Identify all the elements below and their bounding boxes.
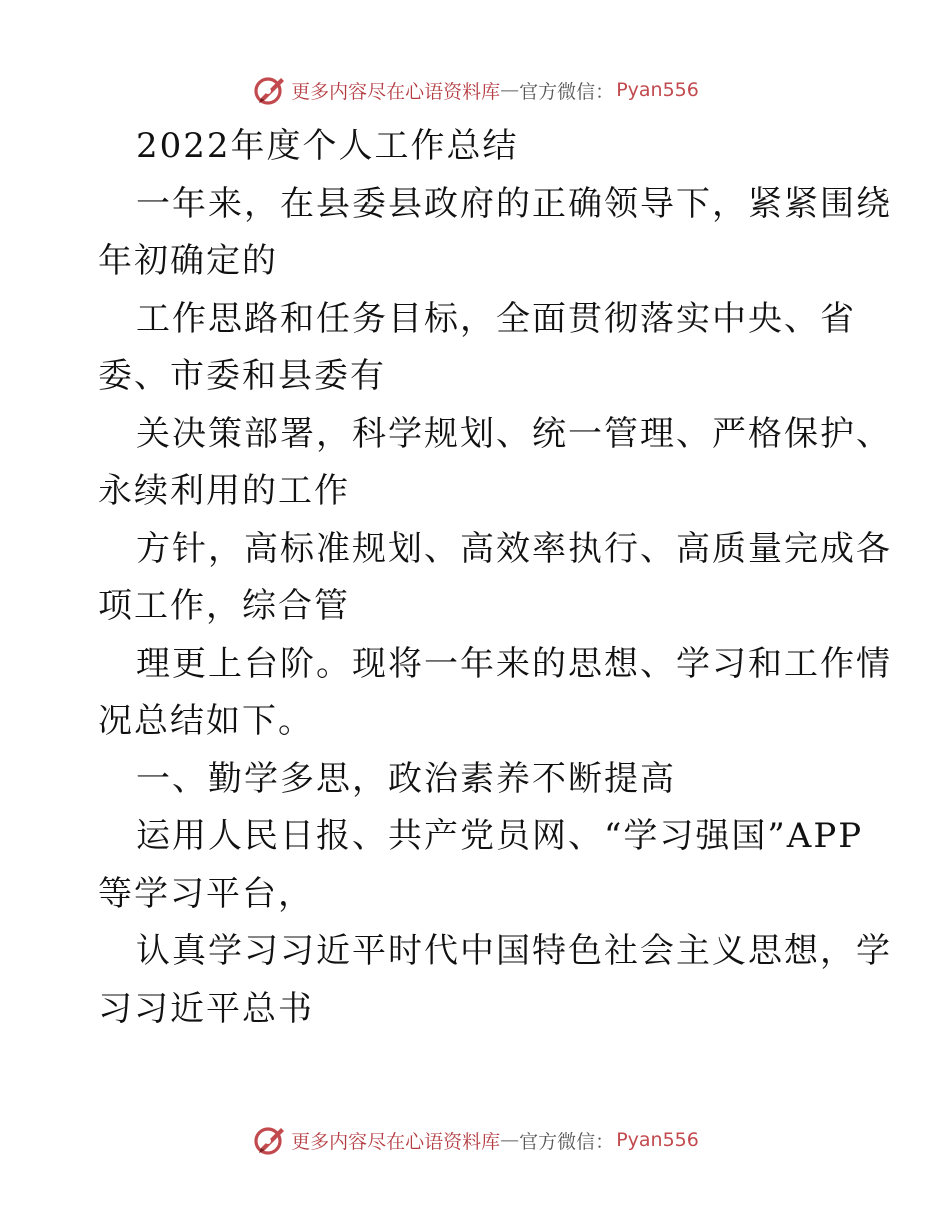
header-watermark-banner [0,70,950,110]
paragraph-line: 方针，高标准规划、高效率执行、高质量完成各 [136,528,892,569]
quill-pen-logo-icon [251,1122,287,1158]
banner-dash: — [500,1129,520,1151]
paragraph-line: 委、市委和县委有 [98,356,386,396]
paragraph-line: 项工作，综合管 [98,586,350,626]
paragraph-line: 况总结如下。 [98,701,314,741]
banner-wechat-label: 官方微信： [519,1130,615,1153]
paragraph-line: 年初确定的 [98,241,278,281]
document-title: 2022年度个人工作总结 [136,126,519,166]
paragraph-line: 习习近平总书 [98,988,314,1029]
paragraph-line: 运用人民日报、共产党员网、“学习强国”APP [136,816,864,856]
paragraph-line: 认真学习习近平时代中国特色社会主义思想，学 [136,931,892,971]
paragraph-line: 关决策部署，科学规划、统一管理、严格保护、 [136,413,892,454]
paragraph-line: 一年来，在县委县政府的正确领导下，紧紧围绕 [136,183,892,224]
paragraph-line: 理更上台阶。现将一年来的思想、学习和工作情 [136,643,892,684]
document-body [98,118,892,1038]
banner-brand-text: 更多内容尽在心语资料库 [291,1130,501,1153]
banner-wechat-label: 官方微信： [519,80,615,103]
banner-wechat-id: Pyan556 [616,1129,699,1151]
paragraph-line: 工作思路和任务目标，全面贯彻落实中央、省 [136,298,856,339]
banner-wechat-id: Pyan556 [616,79,699,101]
banner-dash: — [500,79,520,101]
banner-brand-text: 更多内容尽在心语资料库 [291,80,501,103]
section-heading: 一、勤学多思，政治素养不断提高 [136,758,676,799]
quill-pen-logo-icon [251,72,287,108]
footer-watermark-banner [0,1120,950,1160]
paragraph-line: 永续利用的工作 [98,471,350,511]
paragraph-line: 等学习平台， [98,873,314,914]
